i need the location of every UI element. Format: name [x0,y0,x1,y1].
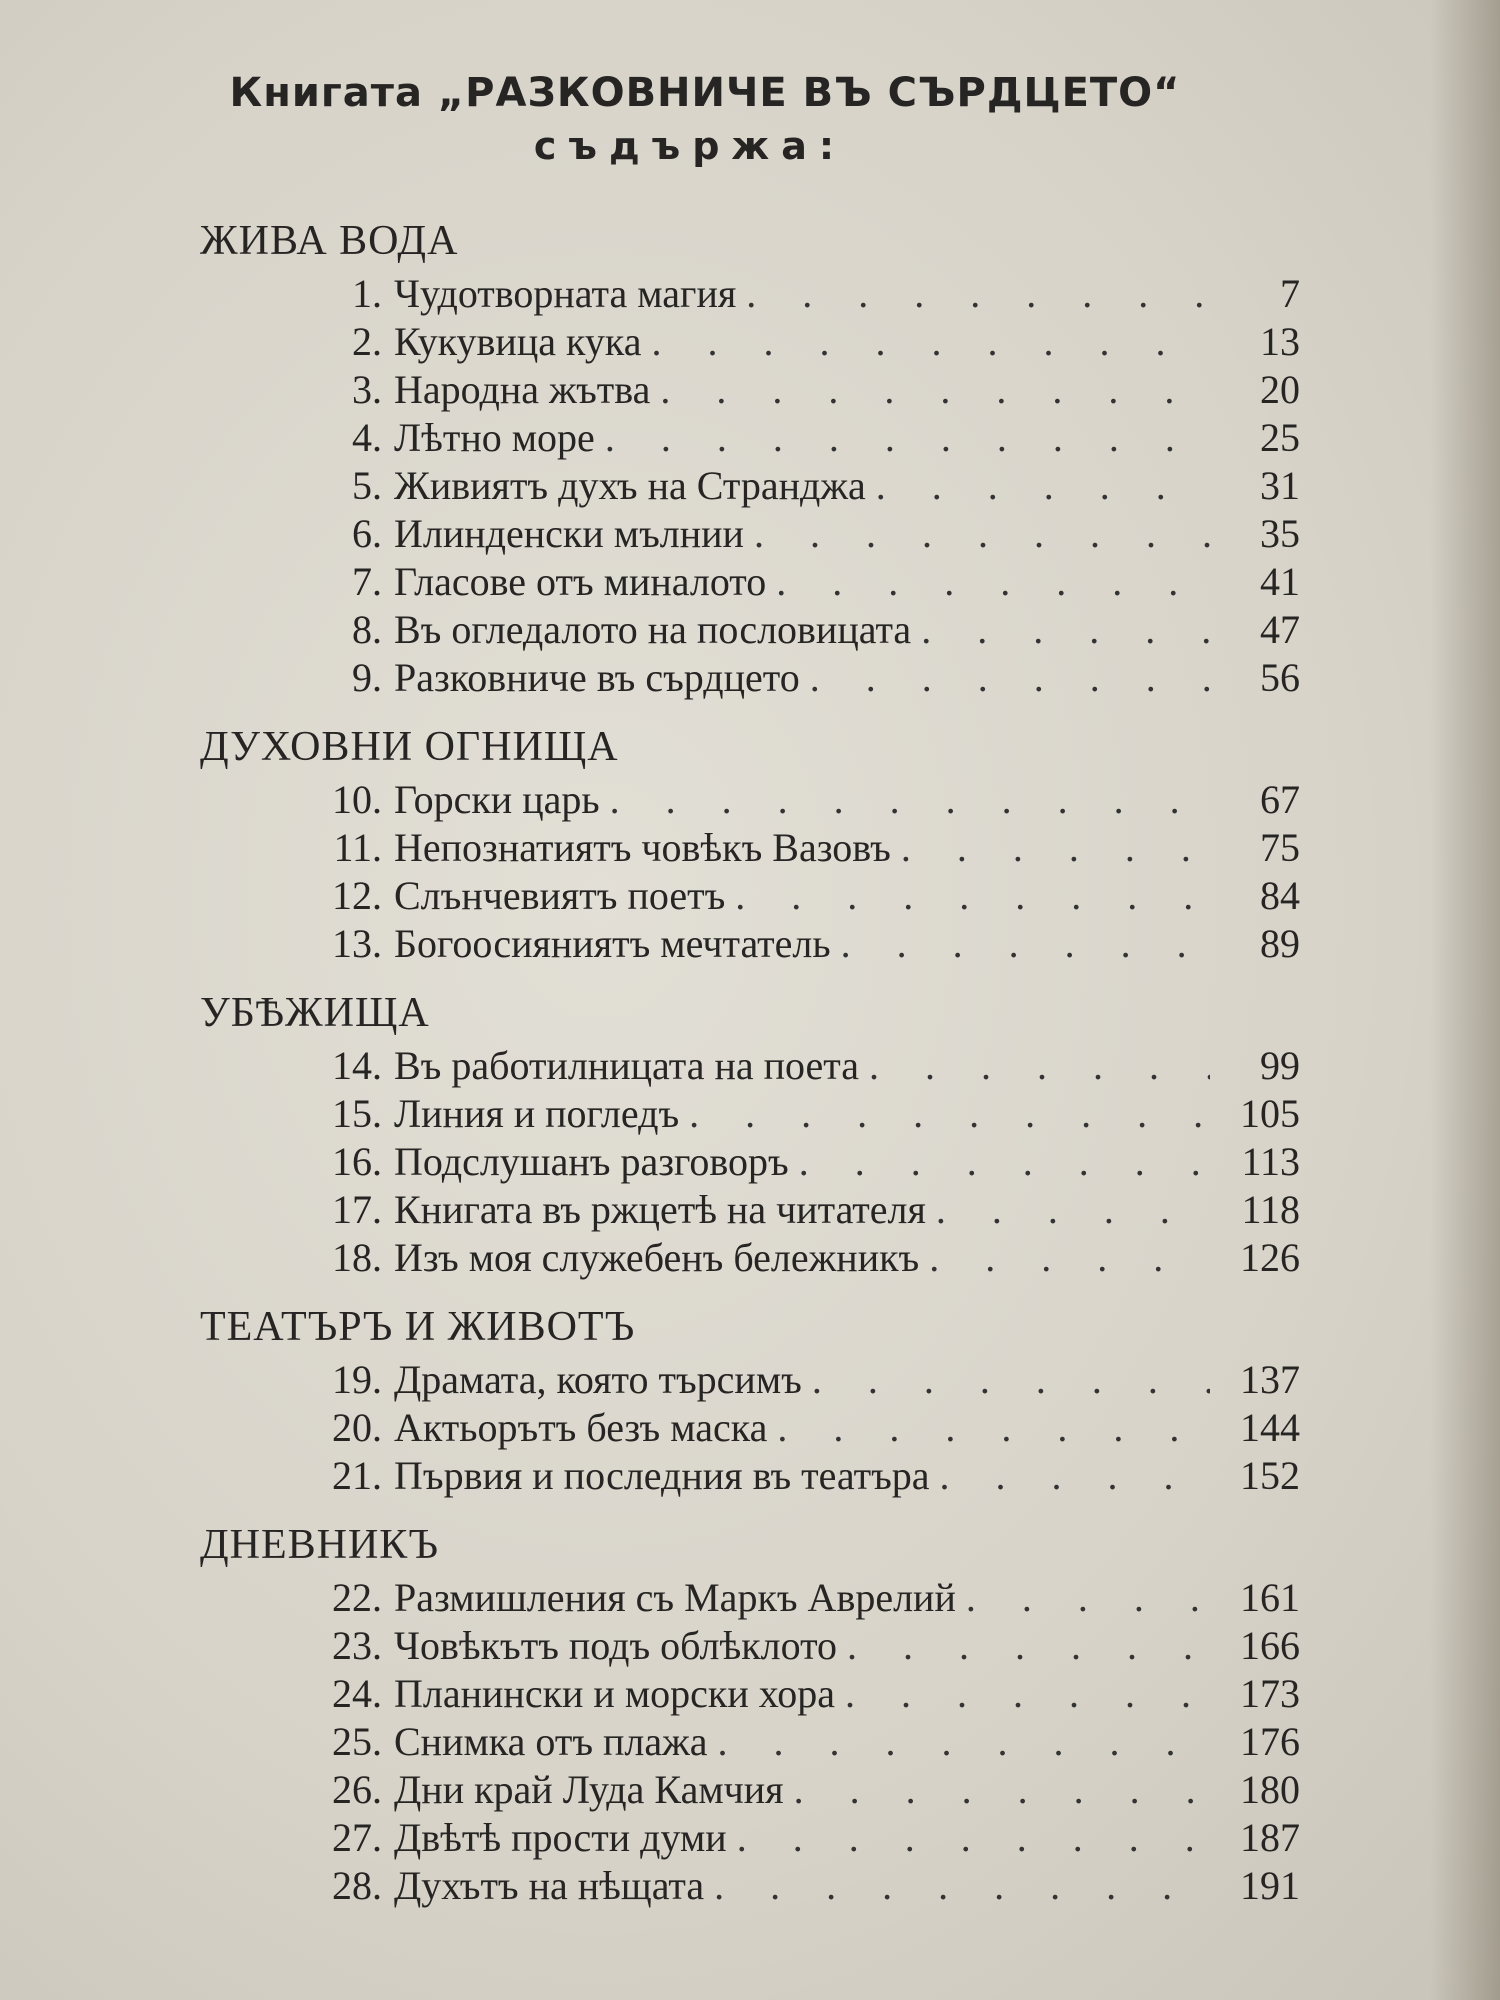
entry-number: 22. [332,1575,382,1620]
entry-title: Кукувица кука [394,319,642,364]
entry-page-number: 13 [1260,319,1300,364]
entry-title: Разковниче въ сърдцето [394,655,800,700]
toc-entry [320,654,1310,702]
section-gap [200,702,1310,718]
entry-number: 12. [332,873,382,918]
toc-entry [320,872,1310,920]
dot-leader [754,510,1210,558]
toc-entry [320,1186,1310,1234]
dot-leader [929,1234,1210,1282]
entry-number: 18. [332,1235,382,1280]
toc-entry [320,414,1310,462]
entry-number: 14. [332,1043,382,1088]
entry-title: Духътъ на нѣщата [394,1863,705,1908]
page-edge-shadow [1430,0,1500,2000]
entry-page-number: 105 [1240,1091,1300,1136]
entry-page-number: 176 [1240,1719,1300,1764]
entry-page-number: 137 [1240,1357,1300,1402]
entry-number: 16. [332,1139,382,1184]
section-title: ДНЕВНИКЪ [200,1522,439,1568]
entry-page-number: 126 [1240,1235,1300,1280]
section-title: УБѢЖИЩА [200,990,430,1036]
toc-entry [320,318,1310,366]
entry-number: 2. [352,319,382,364]
entry-page-number: 118 [1241,1187,1300,1232]
toc-entry [320,1452,1310,1500]
entry-title: Живиятъ духъ на Странджа [394,463,866,508]
contents-subtitle: съдържа: [533,124,847,168]
entry-number: 13. [332,921,382,966]
toc-entry [320,1404,1310,1452]
entry-page-number: 20 [1260,367,1300,412]
entry-number: 25. [332,1719,382,1764]
entry-title: Гласове отъ миналото [394,559,767,604]
dot-leader [810,654,1210,702]
entry-title: Планински и морски хора [394,1671,835,1716]
dot-leader [660,366,1210,414]
dot-leader [876,462,1210,510]
book-title: „РАЗКОВНИЧЕ ВЪ СЪРДЦЕТО“ [437,70,1181,116]
entry-title: Богоосияниятъ мечтатель [394,921,831,966]
entry-title: Драмата, която търсимъ [394,1357,802,1402]
section-title: ДУХОВНИ ОГНИЩА [200,724,619,770]
entry-page-number: 25 [1260,415,1300,460]
section-gap [200,1500,1310,1516]
dot-leader [799,1138,1210,1186]
entry-page-number: 166 [1240,1623,1300,1668]
dot-leader [812,1356,1210,1404]
table-of-contents [200,212,1310,1910]
dot-leader [901,824,1210,872]
entry-title: Непознатиятъ човѣкъ Вазовъ [394,825,891,870]
toc-entry [320,1670,1310,1718]
dot-leader [777,1404,1210,1452]
entry-title: Дни край Луда Камчия [394,1767,784,1812]
page-header [0,70,1500,168]
toc-entry [320,462,1310,510]
entry-title: Въ работилницата на поета [394,1043,859,1088]
entry-title: Актьорътъ безъ маска [394,1405,768,1450]
section-title: ЖИВА ВОДА [200,218,459,264]
entry-title: Лѣтно море [394,415,595,460]
entry-number: 1. [352,271,382,316]
entry-page-number: 180 [1240,1767,1300,1812]
section-title: ТЕАТЪРЪ И ЖИВОТЪ [200,1304,636,1350]
entry-page-number: 161 [1240,1575,1300,1620]
entry-page-number: 75 [1260,825,1300,870]
entry-number: 6. [352,511,382,556]
entry-title: Линия и погледъ [394,1091,680,1136]
toc-entry [320,920,1310,968]
entry-page-number: 144 [1240,1405,1300,1450]
entry-number: 17. [332,1187,382,1232]
dot-leader [735,872,1210,920]
dot-leader [610,776,1210,824]
entry-page-number: 89 [1260,921,1300,966]
entry-page-number: 67 [1260,777,1300,822]
entry-number: 4. [352,415,382,460]
entry-title: Въ огледалото на пословицата [394,607,912,652]
entry-title: Двѣтѣ прости думи [394,1815,727,1860]
entry-page-number: 173 [1240,1671,1300,1716]
dot-leader [847,1622,1210,1670]
toc-entry [320,270,1310,318]
entry-title: Размишления съ Маркъ Аврелий [394,1575,956,1620]
dot-leader [689,1090,1210,1138]
entry-number: 5. [352,463,382,508]
entry-number: 15. [332,1091,382,1136]
dot-leader [746,270,1210,318]
dot-leader [936,1186,1210,1234]
entry-title: Горски царь [394,777,600,822]
entry-title: Снимка отъ плажа [394,1719,708,1764]
toc-entry [320,510,1310,558]
entry-page-number: 152 [1240,1453,1300,1498]
entry-number: 7. [352,559,382,604]
entry-number: 11. [333,825,382,870]
toc-entry [320,1622,1310,1670]
entry-number: 28. [332,1863,382,1908]
entry-number: 19. [332,1357,382,1402]
toc-entry [320,1766,1310,1814]
entry-page-number: 187 [1240,1815,1300,1860]
entry-number: 24. [332,1671,382,1716]
entry-page-number: 7 [1280,271,1300,316]
entry-page-number: 191 [1240,1863,1300,1908]
toc-entry [320,1138,1310,1186]
toc-entry [320,366,1310,414]
entry-title: Изъ моя служебенъ бележникъ [394,1235,920,1280]
entry-title: Чудотворната магия [394,271,737,316]
entry-number: 27. [332,1815,382,1860]
dot-leader [651,318,1210,366]
entry-title: Илинденски мълнии [394,511,744,556]
toc-entry [320,558,1310,606]
toc-entry [320,1090,1310,1138]
section-gap [200,1282,1310,1298]
toc-entry [320,776,1310,824]
dot-leader [921,606,1210,654]
toc-entry [320,1042,1310,1090]
entry-page-number: 56 [1260,655,1300,700]
dot-leader [845,1670,1210,1718]
dot-leader [794,1766,1210,1814]
dot-leader [718,1718,1210,1766]
dot-leader [869,1042,1210,1090]
book-title-line [0,70,1500,116]
entry-title: Народна жътва [394,367,651,412]
entry-number: 9. [352,655,382,700]
toc-entry [320,1814,1310,1862]
toc-entry [320,1862,1310,1910]
entry-number: 21. [332,1453,382,1498]
title-prefix: Книгата [229,70,423,116]
toc-entry [320,824,1310,872]
toc-entry [320,1574,1310,1622]
entry-title: Слънчевиятъ поетъ [394,873,726,918]
toc-entry [320,1718,1310,1766]
entry-number: 26. [332,1767,382,1812]
entry-page-number: 99 [1260,1043,1300,1088]
entry-page-number: 41 [1260,559,1300,604]
entry-number: 8. [352,607,382,652]
entry-page-number: 84 [1260,873,1300,918]
entry-title: Първия и последния въ театъра [394,1453,930,1498]
dot-leader [605,414,1210,462]
entry-title: Човѣкътъ подъ облѣклото [394,1623,838,1668]
entry-number: 3. [352,367,382,412]
entry-title: Книгата въ ржцетѣ на читателя [394,1187,926,1232]
dot-leader [966,1574,1210,1622]
dot-leader [841,920,1210,968]
toc-entry [320,1234,1310,1282]
entry-page-number: 35 [1260,511,1300,556]
entry-page-number: 31 [1260,463,1300,508]
entry-number: 10. [332,777,382,822]
section-gap [200,968,1310,984]
dot-leader [940,1452,1210,1500]
entry-page-number: 47 [1260,607,1300,652]
entry-page-number: 113 [1241,1139,1300,1184]
entry-title: Подслушанъ разговоръ [394,1139,789,1184]
toc-entry [320,606,1310,654]
entry-number: 20. [332,1405,382,1450]
dot-leader [737,1814,1210,1862]
dot-leader [776,558,1210,606]
dot-leader [714,1862,1210,1910]
toc-entry [320,1356,1310,1404]
entry-number: 23. [332,1623,382,1668]
